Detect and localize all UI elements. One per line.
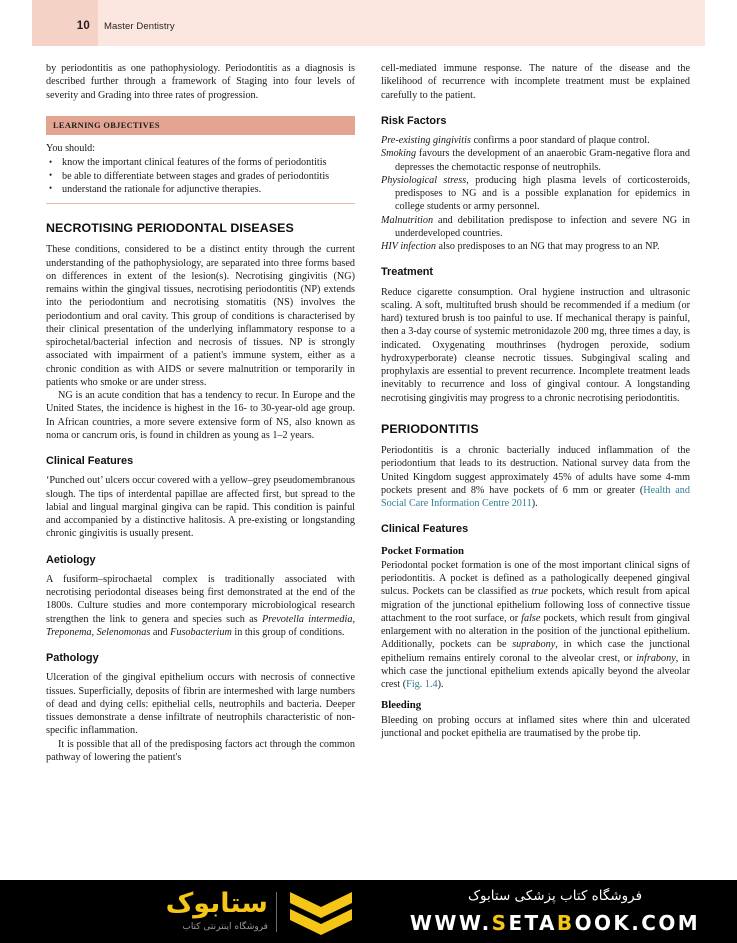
page-number: 10 [76, 20, 90, 32]
heading-clinical-features-left: Clinical Features [46, 455, 134, 467]
site-url[interactable] [400, 911, 710, 935]
heading-pocket-formation: Pocket Formation [381, 544, 465, 557]
intro-paragraph: by periodontitis as one pathophysiology. Periodontitis as a diagnosis is described further through a framework of Staging into four levels of severity and Grading into three rates of progression. [46, 63, 355, 101]
risk-factor-term: HIV infection [381, 241, 436, 252]
list-item [381, 147, 690, 174]
pocket-text-b: pockets, which result from apical migration of the junctional epithelium following loss of connective tissue attachment to the root surface, or [381, 586, 690, 624]
periodontitis-text-b: ). [531, 498, 538, 509]
heading-aetiology: Aetiology [46, 553, 96, 566]
logo-wordmark-highlight: ستابوک [165, 888, 268, 919]
learning-objectives-lead: You should: [46, 143, 96, 154]
aetiology-text-a: A fusiform–spirochaetal complex is traditionally associated with necrotising periodontal diseases being first demonstrated at the end of the 1800s. Culture studies and more contemporary microbiological research strengthen the link to genera and species such as [46, 573, 355, 625]
url-prefix: WWW. [409, 911, 492, 936]
species-treponema: Treponema [46, 626, 92, 638]
running-title: Master Dentistry [104, 21, 175, 32]
logo-subtitle: فروشگاه اینترنتی کتاب [182, 922, 268, 932]
site-tagline: فروشگاه کتاب پزشکی ستابوک [467, 888, 643, 904]
aetiology-text-c: , [91, 626, 97, 638]
bleeding-paragraph: Bleeding on probing occurs at inflamed sites where thin and ulcerated junctional and pocket epithelia are traumatised by the probe tip. [381, 714, 690, 739]
term-infrabony: infrabony [636, 652, 676, 664]
heading-bleeding: Bleeding [381, 699, 422, 712]
risk-factor-term: Smoking [381, 148, 417, 160]
learning-objectives-list [46, 156, 355, 196]
url-letter-b: B [556, 911, 575, 936]
aetiology-text-b: , [352, 613, 355, 625]
learning-objectives-bar [46, 116, 355, 135]
pathology-paragraph-1: Ulceration of the gingival epithelium occurs with necrosis of connective tissues. Superficially, deposits of fibrin are intermeshed with large numbers of dead and dying cells: epithelial cells, neutrophils and bacteria. Deeper tissues demonstrate a dense infiltrate of neutrophils characteristic of non-specific inflammation. [46, 672, 355, 737]
learning-objectives-label: LEARNING OBJECTIVES [53, 120, 160, 130]
heading-clinical-features-right: Clinical Features [381, 523, 469, 536]
section-heading-necrotising: NECROTISING PERIODONTAL DISEASES [46, 221, 294, 235]
logo-wordmark [68, 890, 268, 917]
list-item: • understand the rationale for adjunctive therapies. [46, 183, 355, 196]
pocket-formation-paragraph [381, 559, 690, 692]
heading-pathology: Pathology [46, 652, 99, 664]
heading-treatment: Treatment [381, 266, 434, 279]
setabook-logo[interactable] [68, 888, 318, 936]
site-branding [400, 887, 710, 935]
term-suprabony: suprabony [512, 639, 556, 651]
treatment-paragraph: Reduce cigarette consumption. Oral hygiene instruction and ultrasonic scaling. A soft, multitufted brush should be recommended if a medium (or hard) textured brush is too painful to use. If mechanical therapy is painful, then a 3-day course of systemic metronidazole 200 mg, three times a day, is indicated. Oxygenating mouthrinses (hydrogen peroxide, sodium hydroxyperborate) cleanse necrotic tissues. Subgingival scaling and prophylaxis are essential to prevent recurrence. Incomplete treatment leads inevitably to recurrence and loss of gingival contour. A longstanding necrotising gingivitis may progress to a chronic necrotising periodontitis. [381, 286, 690, 404]
necrotising-paragraph-2: NG is an acute condition that has a tendency to recur. In Europe and the United States, the incidence is highest in the 16- to 30-year-old age group. In African countries, a more severe extensive form of NS, also known as noma or cancrum oris, is found in children as young as 1–2 years. [46, 390, 355, 441]
risk-factor-term: Malnutrition [381, 214, 434, 226]
risk-factor-text: also predisposes to an NG that may progress to an NP. [435, 241, 660, 252]
periodontitis-text-a: Periodontitis is a chronic bacterially induced inflammation of the periodontium that leads to its destruction. National survey data from the United Kingdom suggest approximately 45% of adults have some 4-mm pockets present and 8% have pockets of 6 mm or greater ( [381, 445, 690, 496]
aetiology-text-d: and [150, 626, 171, 638]
risk-factor-term: Pre-existing gingivitis [381, 135, 471, 146]
heading-risk-factors: Risk Factors [381, 114, 447, 127]
pocket-text-e: , in which case the junctional epithelium extends apically beyond the alveolar crest ( [381, 652, 690, 690]
list-item: • know the important clinical features of the forms of periodontitis [46, 156, 355, 169]
risk-factor-text: favours the development of an anaerobic Gram-negative flora and depresses the chemotactic response of neutrophils. [395, 148, 690, 173]
list-item [381, 134, 690, 147]
learning-objectives-box [46, 116, 355, 204]
species-selenomonas: Selenomonas [96, 626, 151, 638]
list-item [381, 174, 690, 214]
figure-reference-link[interactable]: Fig. 1.4 [406, 679, 438, 690]
term-false: false [521, 612, 541, 624]
pocket-text-f: ). [437, 679, 444, 690]
necrotising-paragraph-1: These conditions, considered to be a distinct entity through the current understanding of the pathophysiology, are separated into three forms based on differences in extent of the lesion(s). Necrotising gingivitis (NG) remains within the gingival tissues, necrotising periodontitis (NP) extends into the periodontium and necrotising stomatitis (NS) involves the periodontium and oral cavity. This group of conditions is characterised by their clinical presentation of the underlying inflammatory response to a spirochetal/bacterial infection and necrosis of tissues. NP is strongly associated with impairment of a patient's immune system, either as a chronic condition as with AIDS or severe malnutrition or temporarily in patients who smoke or are under stress. [46, 244, 355, 388]
aetiology-paragraph [46, 573, 355, 639]
risk-factors-list [381, 134, 690, 253]
section-heading-periodontitis: PERIODONTITIS [381, 421, 479, 436]
risk-factor-text: and debilitation predispose to infection and severe NG in underdeveloped countries. [395, 214, 690, 239]
aetiology-text-e: in this group of conditions. [231, 626, 345, 638]
pocket-text-a: Periodontal pocket formation is one of the most important clinical signs of periodontitis. A pocket is defined as a pathologically deepened gingival sulcus. Pockets can be classified as [381, 559, 690, 598]
species-fusobacterium: Fusobacterium [170, 626, 232, 638]
continuation-paragraph: cell-mediated immune response. The nature of the disease and the likelihood of recurrence with incomplete treatment must be explained carefully to the patient. [381, 63, 690, 101]
pathology-paragraph-2: It is possible that all of the predisposing factors act through the common pathway of lowering the patient's [46, 738, 355, 763]
logo-divider [276, 892, 277, 932]
list-item: • be able to differentiate between stages and grades of periodontitis [46, 170, 355, 183]
periodontitis-paragraph [381, 444, 690, 510]
url-suffix: OOK.COM [574, 911, 701, 936]
risk-factor-term: Physiological stress [381, 174, 467, 186]
citation-link[interactable]: Health and Social Care Information Centre 2011 [381, 484, 690, 509]
term-true: true [531, 586, 548, 598]
left-column [46, 62, 355, 764]
chevron-logo-icon [290, 892, 352, 936]
pocket-text-c: pockets, which result from gingival enlargement with no alteration in the position of the junctional epithelium. Additionally, pockets can be [381, 612, 690, 651]
url-letter-s: S [491, 911, 509, 936]
list-item [381, 214, 690, 241]
risk-factor-text: confirms a poor standard of plaque control. [470, 135, 650, 146]
footer-banner [0, 880, 737, 943]
right-column [381, 62, 690, 740]
url-mid: ETA [508, 911, 557, 936]
list-item [381, 240, 690, 253]
pocket-text-d: , in which case the junctional epithelium remains entirely coronal to the alveolar crest, or [381, 639, 690, 664]
clinical-features-paragraph: ‘Punched out’ ulcers occur covered with a yellow–grey pseudomembranous slough. The tips of interdental papillae are affected first, but spread to the labial and lingual marginal gingiva can be rapid. This condition is painful and accompanied by a distinctive halitosis. A pre-existing or longstanding chronic gingivitis is usually present. [46, 475, 355, 540]
risk-factor-text: , producing high plasma levels of corticosteroids, predisposes to NG and is a possible explanation for epidemics in college students or army personnel. [395, 174, 690, 213]
species-prevotella: Prevotella intermedia [261, 613, 353, 625]
